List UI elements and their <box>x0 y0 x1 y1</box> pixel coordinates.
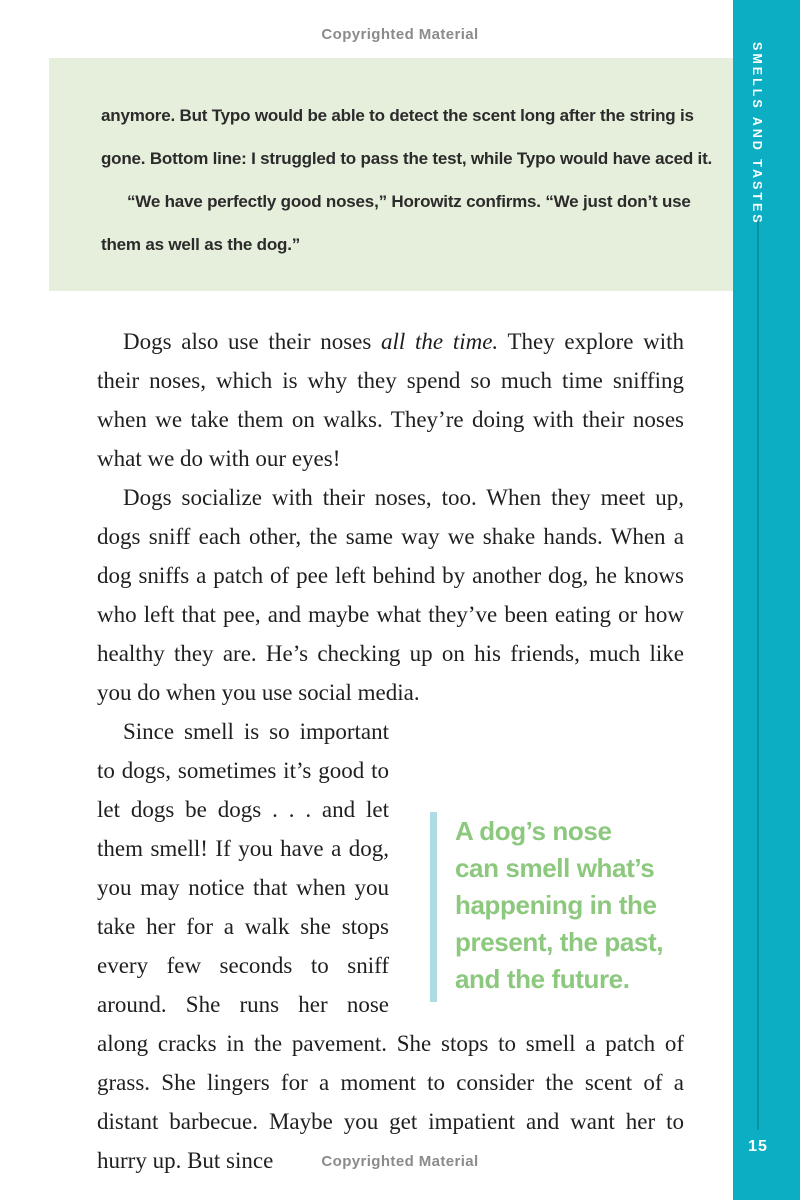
callout-box <box>49 58 733 291</box>
chapter-title-vertical: SMELLS AND TASTES <box>750 42 764 226</box>
page-number: 15 <box>748 1138 768 1155</box>
pullquote-text <box>437 812 663 1002</box>
sidebar-divider-line <box>757 218 759 1130</box>
pullquote <box>389 812 684 1002</box>
pullquote-line: and the future. <box>455 964 630 994</box>
paragraph-text: Dogs also use their noses <box>123 329 382 354</box>
paragraph-3 <box>97 712 684 1180</box>
paragraph-text: Since smell is so important to dogs, sometimes it’s good to let dogs be dogs . . . and let them smell! If you have a dog, you may notice that when you take her for a walk she stops every few seconds to sniff around. She runs her nose along cracks in the pavement. She stops to smell a patch of grass. She lingers for a moment to consider the scent of a distant barbecue. Maybe you get impatient and want her to hurry up. But since <box>97 719 684 1173</box>
pullquote-line: present, the past, <box>455 927 664 957</box>
copyright-notice-top: Copyrighted Material <box>321 26 479 43</box>
callout-text-line: anymore. But Typo would be able to detect the scent long after the string is <box>101 106 694 125</box>
paragraph-text: They explore with their noses, which is why they spend so much time sniffing when we take them on walks. They’re doing with their noses what we do with our eyes! <box>97 329 684 471</box>
pullquote-line: happening in the <box>455 890 657 920</box>
paragraph-2: Dogs socialize with their noses, too. When they meet up, dogs sniff each other, the same way we shake hands. When a dog sniffs a patch of pee left behind by another dog, he knows who left that pee, and maybe what they’ve been eating or how healthy they are. He’s checking up on his friends, much like you do when you use social media. <box>97 485 684 705</box>
paragraph-1 <box>97 322 684 478</box>
pullquote-line: A dog’s nose <box>455 816 612 846</box>
sidebar <box>733 0 800 1200</box>
body-text <box>97 322 684 1180</box>
pullquote-line: can smell what’s <box>455 853 655 883</box>
italic-phrase: all the time. <box>381 329 499 354</box>
callout-text-line: them as well as the dog.” <box>101 235 301 254</box>
callout-text-line: “We have perfectly good noses,” Horowitz confirms. “We just don’t use <box>127 192 691 211</box>
callout-text-line: gone. Bottom line: I struggled to pass the test, while Typo would have aced it. <box>101 149 713 168</box>
pullquote-accent-bar <box>430 812 437 1002</box>
copyright-notice-bottom: Copyrighted Material <box>321 1153 479 1170</box>
